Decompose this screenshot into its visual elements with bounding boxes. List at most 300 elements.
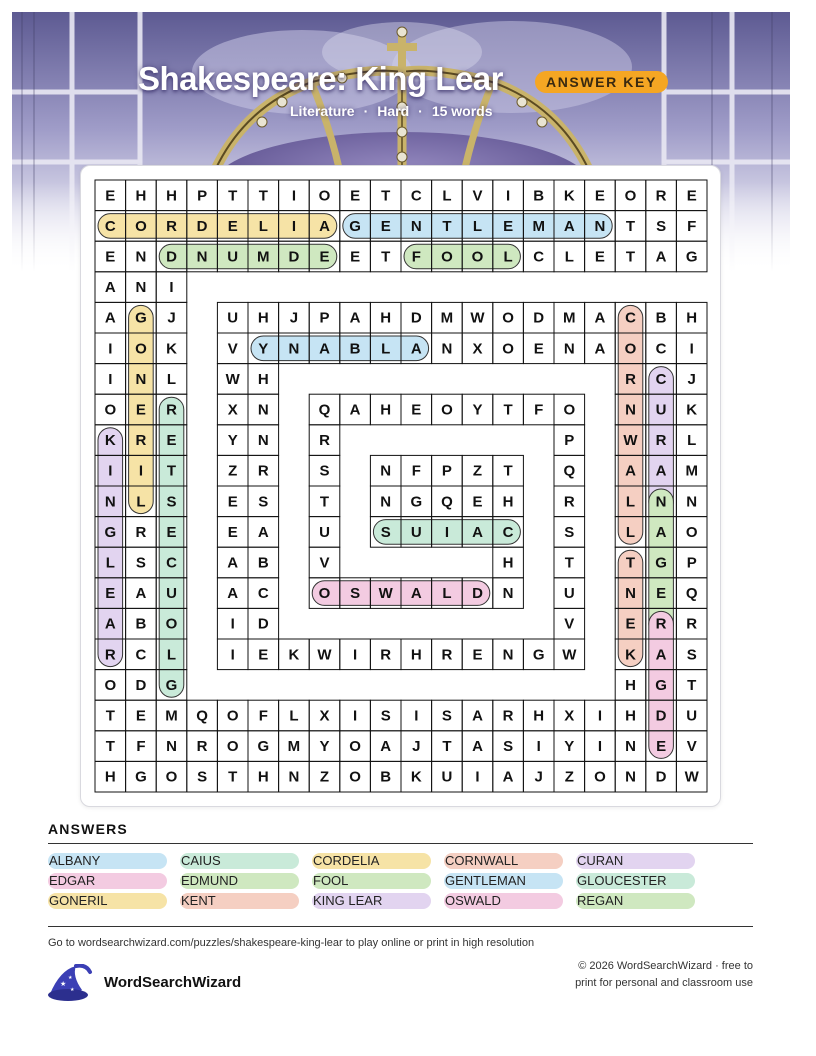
grid-letter: A [319,217,330,235]
grid-letter: D [472,585,483,603]
grid-letter: V [564,615,575,633]
grid-letter: H [166,187,177,205]
grid-letter: O [349,768,361,786]
grid-letter: A [655,462,667,480]
answer-item [180,871,312,891]
grid-letter: T [503,401,513,419]
grid-letter: C [655,370,667,388]
grid-letter: A [472,523,483,541]
grid-letter: C [104,217,116,235]
grid-letter: Y [258,340,269,358]
grid-letter: C [533,248,545,266]
answer-word: GLOUCESTER [577,873,667,888]
svg-text:★: ★ [60,980,67,988]
grid-letter: M [165,707,178,725]
grid-letter: O [104,676,117,694]
grid-letter: A [410,585,422,603]
grid-letter: E [686,187,697,205]
grid-letter: G [410,493,423,511]
grid-letter: T [625,248,636,266]
grid-letter: F [687,217,697,235]
puzzle-meta [290,103,493,119]
grid-letter: E [105,585,116,603]
grid-letter: H [135,187,147,205]
grid-letter: D [655,768,667,786]
grid-letter: P [197,187,208,205]
grid-letter: U [227,309,239,327]
grid-letter: R [104,646,116,664]
grid-letter: Z [228,462,238,480]
grid-letter: I [291,217,296,235]
grid-letter: J [412,738,421,756]
grid-letter: Y [227,432,238,450]
wizard-hat-logo-icon [46,964,94,1004]
meta-category: Literature [290,103,355,119]
grid-letter: A [104,309,116,327]
grid-letter: T [228,187,238,205]
grid-letter: O [563,401,576,419]
grid-letter: O [624,187,637,205]
svg-text:★: ★ [70,987,75,993]
answer-word: KING LEAR [313,893,383,908]
grid-letter: U [166,585,177,603]
answer-key-badge: ANSWER KEY [535,71,668,93]
grid-letter: O [349,738,361,756]
grid-letter: S [380,523,391,541]
answer-word: CAIUS [181,853,221,868]
grid-letter: H [625,676,636,694]
grid-letter: I [353,646,358,664]
grid-letter: M [563,309,576,327]
grid-letter: O [471,248,484,266]
word-search-grid [81,166,722,808]
grid-letter: L [136,493,146,511]
grid-letter: G [685,248,698,266]
grid-letter: M [532,217,545,235]
grid-letter: N [135,248,147,266]
grid-letter: R [135,432,147,450]
grid-letter: T [105,707,115,725]
grid-letter: T [166,462,177,480]
grid-letter: E [503,217,514,235]
grid-letter: S [656,217,667,235]
grid-letter: E [105,187,116,205]
grid-letter: R [441,646,453,664]
grid-letter: D [257,615,269,633]
grid-letter: R [502,707,514,725]
grid-letter: S [350,585,361,603]
grid-letter: M [257,248,270,266]
page-title: Shakespeare: King Lear [138,60,503,97]
grid-letter: A [227,554,239,572]
grid-letter: N [686,493,698,511]
grid-letter: A [349,309,361,327]
answer-item [576,891,708,911]
divider [48,926,753,927]
grid-letter: T [381,187,391,205]
answer-item [444,871,576,891]
grid-letter: N [655,493,667,511]
grid-letter: E [594,248,605,266]
grid-letter: A [135,585,147,603]
grid-letter: L [258,217,268,235]
grid-letter: O [226,707,239,725]
copyright-text: © 2026 WordSearchWizard · free to print for personal and classroom use [575,960,753,989]
answer-word: EDMUND [181,873,239,888]
grid-letter: I [353,707,358,725]
grid-letter: R [319,432,330,450]
answer-item [48,851,180,871]
grid-letter: X [319,707,330,725]
grid-letter: O [441,401,453,419]
grid-letter: T [258,187,268,205]
grid-letter: S [166,493,177,511]
grid-letter: A [104,279,116,297]
grid-letter: L [442,187,452,205]
grid-letter: M [440,309,454,327]
grid-letter: W [225,370,240,388]
grid-letter: O [165,615,178,633]
answer-item [180,851,312,871]
grid-letter: U [227,248,239,266]
grid-letter: S [441,707,452,725]
grid-letter: J [534,768,543,786]
grid-letter: I [506,187,511,205]
grid-letter: G [165,676,178,694]
grid-letter: Z [564,768,574,786]
grid-letter: C [655,340,667,358]
grid-letter: W [317,646,332,664]
grid-letter: R [563,493,575,511]
grid-letter: H [104,768,116,786]
grid-letter: N [288,768,300,786]
grid-letter: J [289,309,299,327]
meta-word-count: 15 words [431,103,493,119]
grid-letter: N [380,493,392,511]
grid-letter: T [319,493,330,511]
grid-letter: A [104,615,116,633]
grid-letter: N [441,340,453,358]
grid-letter: N [625,401,636,419]
grid-letter: I [169,279,174,297]
grid-letter: G [135,309,147,327]
grid-letter: N [563,340,575,358]
grid-letter: Y [564,738,575,756]
grid-letter: N [104,493,116,511]
grid-letter: E [350,248,361,266]
grid-letter: K [288,646,300,664]
grid-letter: L [564,248,574,266]
grid-letter: L [472,217,483,235]
grid-letter: I [597,707,602,725]
grid-letter: S [380,707,391,725]
answer-item [444,891,576,911]
grid-letter: V [227,340,238,358]
grid-letter: H [380,309,392,327]
grid-letter: I [138,462,143,480]
grid-letter: E [166,523,177,541]
grid-letter: J [687,370,696,388]
grid-letter: J [167,309,176,327]
grid-letter: F [258,707,268,725]
grid-letter: E [411,401,422,419]
answer-word: GENTLEMAN [445,873,526,888]
grid-letter: O [226,738,239,756]
grid-letter: F [411,248,421,266]
grid-letter: L [625,493,636,511]
grid-letter: N [257,432,269,450]
grid-letter: C [135,646,147,664]
grid-letter: C [502,523,514,541]
grid-letter: R [166,401,177,419]
grid-letter: L [166,646,177,664]
grid-letter: T [625,217,636,235]
grid-letter: I [230,615,235,633]
answers-heading: ANSWERS [48,821,128,837]
grid-letter: R [655,432,667,450]
grid-letter: U [410,523,422,541]
grid-letter: R [257,462,269,480]
grid-letter: E [105,248,116,266]
grid-letter: V [686,738,697,756]
grid-letter: S [197,768,208,786]
grid-letter: A [594,340,606,358]
grid-letter: H [502,554,514,572]
answer-word: GONERIL [49,893,108,908]
grid-letter: E [166,432,177,450]
grid-letter: A [502,768,514,786]
grid-letter: O [624,340,637,358]
svg-text:★: ★ [68,975,73,981]
grid-letter: E [380,217,391,235]
grid-letter: E [258,646,269,664]
grid-letter: E [656,738,667,756]
grid-letter: E [533,340,544,358]
grid-letter: T [105,738,115,756]
grid-letter: H [502,493,514,511]
grid-letter: E [135,707,146,725]
grid-letter: O [502,309,514,327]
grid-letter: E [594,187,605,205]
grid-letter: A [257,523,269,541]
answer-item [312,871,444,891]
grid-letter: Y [319,738,330,756]
grid-letter: G [349,217,361,235]
grid-letter: R [625,370,636,388]
grid-letter: P [686,554,697,572]
grid-letter: N [196,248,208,266]
grid-letter: S [135,554,146,572]
grid-letter: D [196,217,208,235]
grid-letter: X [227,401,238,419]
answer-word: CORDELIA [313,853,380,868]
grid-letter: B [655,309,667,327]
grid-letter: R [166,217,177,235]
grid-letter: E [227,523,238,541]
grid-letter: I [230,646,235,664]
grid-letter: T [625,554,636,572]
grid-letter: A [655,646,667,664]
grid-letter: B [533,187,545,205]
grid-letter: A [655,523,667,541]
grid-letter: L [687,432,697,450]
grid-letter: E [135,401,146,419]
grid-letter: L [503,248,513,266]
answer-item [312,891,444,911]
grid-letter: E [227,217,238,235]
divider [48,843,753,844]
grid-letter: P [441,462,452,480]
grid-letter: N [380,462,392,480]
grid-letter: R [655,615,667,633]
grid-letter: I [597,738,602,756]
grid-letter: T [381,248,391,266]
answer-item [576,851,708,871]
grid-letter: A [563,217,575,235]
grid-letter: N [257,401,269,419]
grid-letter: S [258,493,269,511]
grid-letter: W [623,432,638,450]
answer-word: CORNWALL [445,853,519,868]
grid-letter: R [135,523,147,541]
grid-letter: O [165,768,178,786]
grid-letter: T [442,217,452,235]
grid-letter: W [470,309,485,327]
grid-letter: V [472,187,483,205]
grid-letter: N [502,646,514,664]
answer-word: EDGAR [49,873,96,888]
grid-letter: B [257,554,269,572]
meta-separator: · [363,103,369,119]
grid-letter: H [257,768,269,786]
grid-letter: Q [441,493,453,511]
answer-item [48,871,180,891]
grid-letter: C [410,187,422,205]
grid-letter: E [227,493,238,511]
grid-letter: R [655,187,667,205]
grid-letter: H [410,646,422,664]
grid-letter: C [257,585,269,603]
footer-link-text[interactable]: Go to wordsearchwizard.com/puzzles/shakespeare-king-lear to play online or print in high resolution [48,937,535,949]
answer-word: REGAN [577,893,624,908]
grid-letter: W [684,768,699,786]
grid-letter: K [104,432,116,450]
grid-letter: S [686,646,697,664]
answer-word: CURAN [577,853,624,868]
grid-letter: Q [318,401,331,419]
grid-letter: K [686,401,698,419]
grid-letter: A [625,462,636,480]
grid-letter: T [687,676,697,694]
grid-letter: O [594,768,606,786]
grid-letter: A [319,340,330,358]
grid-letter: T [442,738,452,756]
answer-item [48,891,180,911]
grid-letter: W [378,585,393,603]
grid-letter: S [319,462,330,480]
answer-item [444,851,576,871]
grid-letter: O [685,523,698,541]
grid-letter: C [625,309,636,327]
grid-letter: D [410,309,422,327]
grid-letter: Y [472,401,483,419]
grid-letter: N [625,585,636,603]
grid-letter: N [625,738,636,756]
grid-letter: G [257,738,270,756]
grid-letter: D [166,248,177,266]
grid-letter: R [686,615,698,633]
grid-letter: S [503,738,514,756]
grid-letter: G [104,523,117,541]
grid-letter: K [625,646,636,664]
grid-letter: E [472,493,483,511]
grid-letter: I [536,738,541,756]
answer-word: KENT [181,893,216,908]
grid-letter: B [135,615,147,633]
grid-letter: A [410,340,422,358]
grid-letter: Q [196,707,208,725]
grid-letter: T [564,554,574,572]
grid-letter: E [319,248,330,266]
grid-letter: X [472,340,483,358]
grid-letter: H [380,401,392,419]
grid-letter: K [166,340,177,358]
grid-letter: B [349,340,361,358]
grid-letter: O [318,187,331,205]
grid-letter: P [319,309,330,327]
answer-word: ALBANY [49,853,101,868]
grid-letter: L [105,554,115,572]
grid-letter: I [291,187,296,205]
grid-letter: U [655,401,667,419]
grid-letter: C [166,554,177,572]
grid-letter: U [441,768,453,786]
grid-letter: H [257,309,269,327]
grid-letter: I [475,768,480,786]
grid-letter: A [594,309,606,327]
grid-letter: L [625,523,636,541]
grid-letter: N [594,217,606,235]
grid-letter: D [655,707,667,725]
grid-letter: N [166,738,177,756]
grid-letter: G [655,554,667,572]
grid-letter: Q [685,585,698,603]
grid-letter: M [287,738,301,756]
grid-letter: D [135,676,147,694]
grid-letter: A [472,707,483,725]
meta-difficulty: Hard [377,103,410,119]
grid-letter: O [441,248,453,266]
grid-letter: D [288,248,300,266]
grid-letter: N [625,768,636,786]
grid-letter: H [257,370,269,388]
grid-letter: E [625,615,636,633]
grid-letter: H [686,309,698,327]
grid-letter: Z [472,462,483,480]
grid-letter: G [135,768,147,786]
meta-separator: · [418,103,423,119]
grid-letter: T [228,768,238,786]
grid-letter: U [686,707,698,725]
grid-letter: D [533,309,545,327]
grid-letter: M [685,462,698,480]
grid-letter: O [502,340,514,358]
grid-letter: R [196,738,208,756]
grid-letter: I [444,523,449,541]
grid-letter: F [411,462,421,480]
grid-letter: P [564,432,575,450]
grid-letter: N [410,217,422,235]
